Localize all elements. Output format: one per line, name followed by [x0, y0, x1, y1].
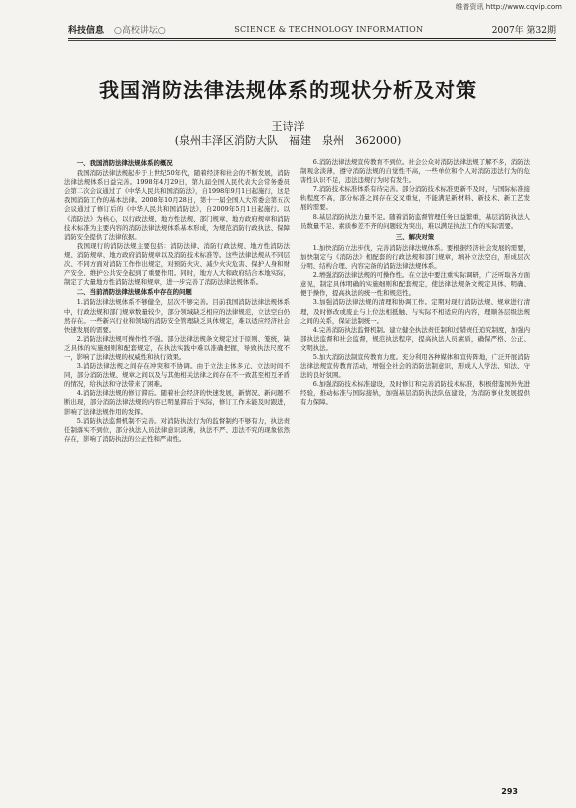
paragraph: 4.消防法律法规的修订滞后。随着社会经济的快速发展，新情况、新问题不断出现，部分消防法律法规的内容已明显滞后于实际，修订工作未能及时跟进，影响了法律法规作用的发挥。	[64, 389, 290, 416]
journal-english-name: SCIENCE & TECHNOLOGY INFORMATION	[234, 24, 424, 34]
section-heading: 一、我国消防法律法规体系的概况	[76, 159, 173, 167]
page-number: 293	[501, 787, 518, 796]
section-heading: 三、解决对策	[395, 232, 435, 241]
paragraph: 1.加快消防立法步伐，完善消防法律法规体系。要根据经济社会发展的需要，加快制定与《消防法》相配套的行政法规和部门规章，填补立法空白，形成层次分明、结构合理、内容完备的消防法律法规体系。	[300, 243, 530, 271]
header-rule	[68, 40, 556, 41]
paragraph: 2.增强消防法律法规的可操作性。在立法中要注重实际调研，广泛听取各方面意见，制定具体明确的实施细则和配套规定，使法律法规条文规定具体、明确、便于操作，提高执法的统一性和规范性。	[300, 271, 530, 298]
site-stamp: 维普资讯 http://www.cqvip.com	[455, 3, 562, 11]
paragraph: 我国现行的消防法规主要包括：消防法律、消防行政法规、地方性消防法规、消防规章、地方政府消防规章以及消防技术标准等。这些法律法规从不同层次、不同方面对消防工作作出规定，对预防火灾、减少火灾危害、保护人身和财产安全、维护公共安全起到了重要作用。同时，地方人大和政府结合本地实际，制定了大量地方性消防法规和规章，进一步完善了消防法律法规体系。	[64, 241, 290, 287]
paragraph: 2.消防法律法规可操作性不强。部分法律法规条文规定过于原则、笼统，缺乏具体的实施细则和配套规定，在执法实践中难以准确把握，导致执法尺度不一，影响了法律法规的权威性和执行效果。	[64, 334, 290, 361]
paragraph: 3.消防法律法规之间存在冲突和不协调。由于立法主体多元、立法时间不同，部分消防法规、规章之间以及与其他相关法律之间存在不一致甚至相互矛盾的情况，给执法和守法带来了困难。	[64, 362, 290, 389]
right-column	[300, 158, 530, 408]
paragraph: 6.消防法律法规宣传教育不到位。社会公众对消防法律法规了解不多，消防法制观念淡薄，遵守消防法规的自觉性不高，一些单位和个人对消防违法行为的危害性认识不足，违法违规行为时有发生。	[300, 158, 530, 185]
paragraph: 4.完善消防执法监督机制。建立健全执法责任制和过错责任追究制度，加强内部执法监督和社会监督，规范执法程序，提高执法人员素质，确保严格、公正、文明执法。	[300, 325, 530, 352]
issue-number: 2007年 第32期	[491, 25, 556, 36]
column-name: ○高校讲坛○	[114, 25, 166, 36]
paragraph: 5.加大消防法制宣传教育力度。充分利用各种媒体和宣传阵地，广泛开展消防法律法规宣传教育活动，增强全社会的消防法制意识，形成人人学法、知法、守法的良好氛围。	[300, 352, 530, 380]
paragraph: 1.消防法律法规体系不够健全，层次不够完善。目前我国消防法律法规体系中，行政法规和部门规章数量较少，部分领域缺乏相应的法律规范，立法空白仍然存在。一些新兴行业和领域的消防安全管理缺乏具体规定，难以适应经济社会快速发展的需要。	[64, 298, 290, 334]
paragraph: 8.基层消防执法力量不足。随着消防监督管理任务日益繁重，基层消防执法人员数量不足、素质参差不齐的问题较为突出，难以满足执法工作的实际需要。	[300, 212, 530, 230]
author-name: 王诗洋	[271, 120, 305, 133]
paragraph: 3.加强消防法律法规的清理和协调工作。定期对现行消防法规、规章进行清理，及时修改或废止与上位法相抵触、与实际不相适应的内容，理顺各层级法规之间的关系，保证法制统一。	[300, 298, 530, 325]
left-column	[64, 158, 290, 444]
paragraph: 7.消防技术标准体系有待完善。部分消防技术标准更新不及时，与国际标准接轨程度不高，部分标准之间存在交叉重复，不能满足新材料、新技术、新工艺发展的需要。	[300, 185, 530, 212]
paragraph: 我国消防法律法规起步于上世纪50年代，随着经济和社会的不断发展，消防法律法规体系日益完善。1998年4月29日，第九届全国人民代表大会常务委员会第二次会议通过了《中华人民共和国消防法》，自1998年9月1日起施行，这是我国消防工作的基本法律。2008年10月28日，第十一届全国人大常委会第五次会议通过了修订后的《中华人民共和国消防法》，自2009年5月1日起施行。以《消防法》为核心，以行政法规、地方性法规、部门规章、地方政府规章和消防技术标准为主要内容的消防法律法规体系基本形成，为规范消防行政执法、保障消防安全提供了法律依据。	[64, 169, 290, 241]
journal-name: 科技信息	[68, 25, 105, 36]
article-title: 我国消防法律法规体系的现状分析及对策	[99, 78, 477, 102]
author-affiliation: (泉州丰泽区消防大队 福建 泉州 362000)	[174, 134, 402, 147]
section-heading: 二、当前消防法律法规体系中存在的问题	[76, 288, 192, 297]
paragraph: 6.加强消防技术标准建设，及时修订和完善消防技术标准，积极借鉴国外先进经验，推动标准与国际接轨，加强基层消防执法队伍建设，为消防事业发展提供有力保障。	[300, 380, 530, 407]
running-header	[68, 20, 556, 39]
header-left	[68, 23, 166, 36]
paragraph: 5.消防执法监督机制不完善。对消防执法行为的监督制约不够有力，执法责任制落实不到位，部分执法人员法律意识淡薄，执法不严、违法不究的现象依然存在，影响了消防执法的公正性和严肃性。	[64, 416, 290, 443]
